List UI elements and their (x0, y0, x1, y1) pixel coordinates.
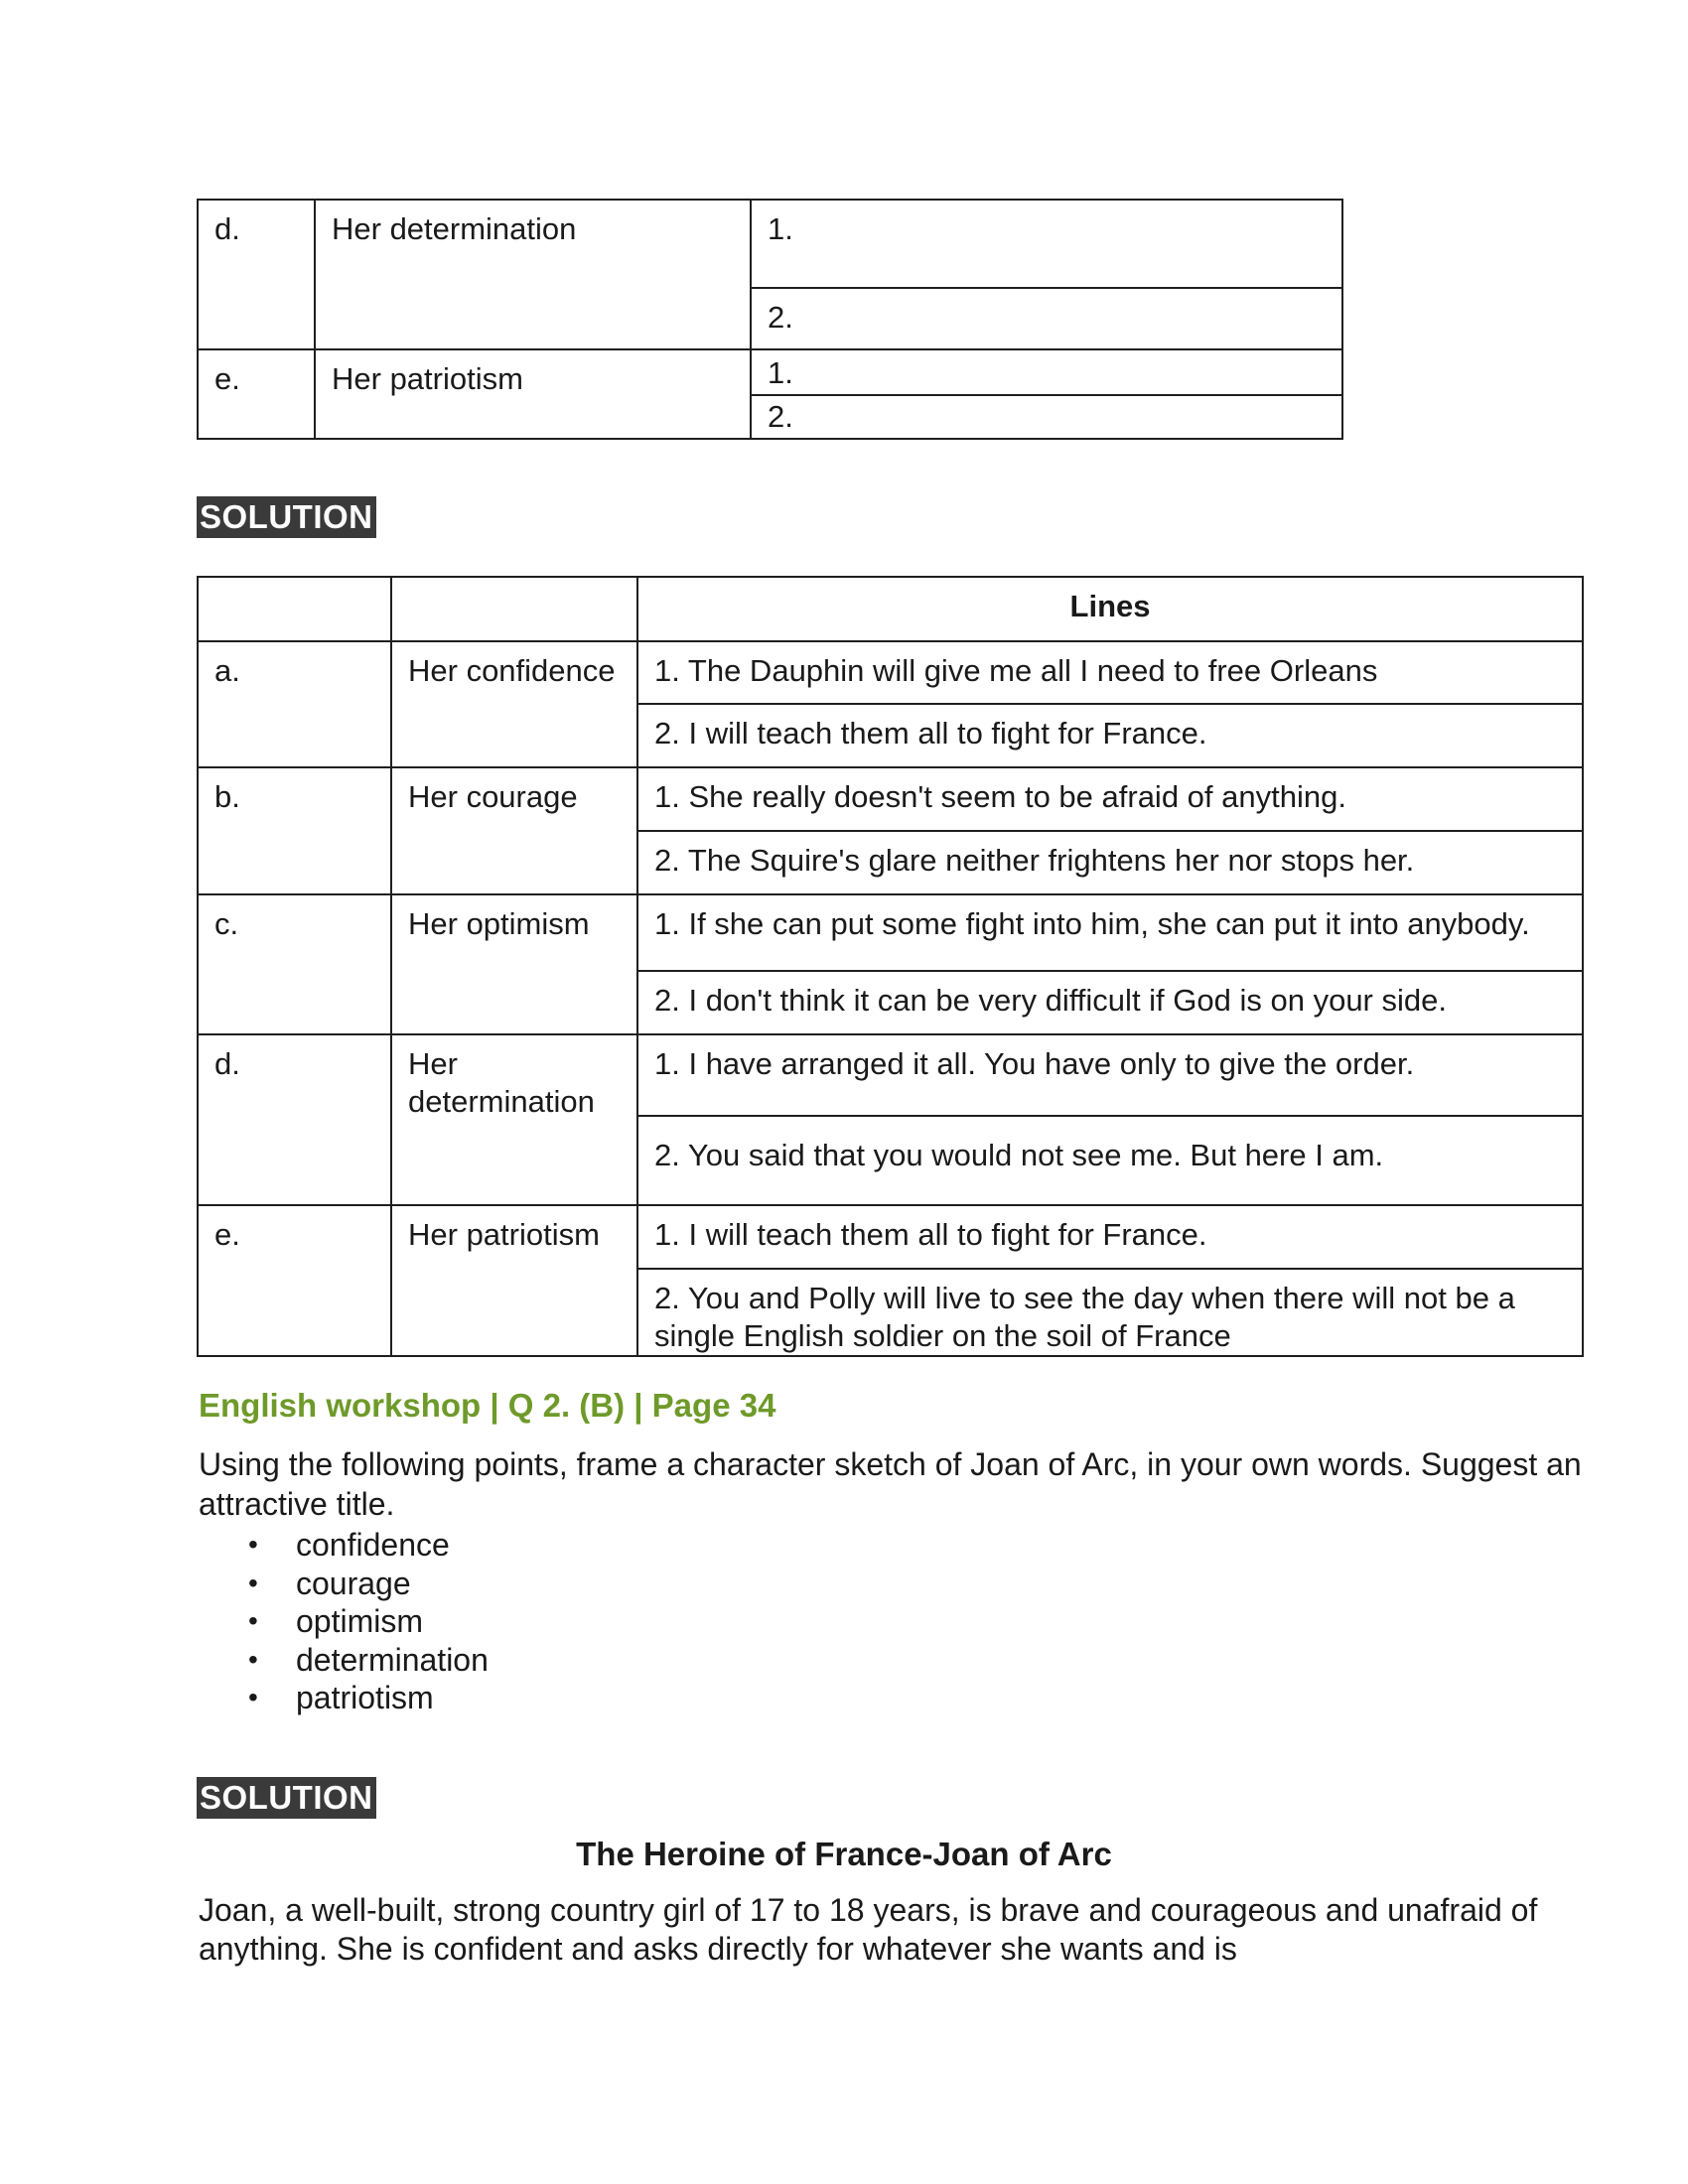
section-heading: English workshop | Q 2. (B) | Page 34 (199, 1387, 776, 1424)
line-cell: 2. I will teach them all to fight for France. (637, 704, 1583, 767)
row-letter: e. (198, 349, 315, 439)
question-text: Using the following points, frame a character sketch of Joan of Arc, in your own words. Suggest an attractive title. (199, 1446, 1582, 1522)
line-cell: 2. (751, 395, 1342, 439)
row-letter: a. (198, 641, 391, 767)
line-cell: 2. The Squire's glare neither frightens her nor stops her. (637, 831, 1583, 894)
table-header-row (198, 577, 1583, 641)
bullet-text: optimism (296, 1603, 424, 1639)
bullet-icon: • (248, 1605, 258, 1636)
line-cell: 1. I will teach them all to fight for France. (637, 1205, 1583, 1269)
line-cell: 1. (751, 349, 1342, 395)
worksheet-table (197, 199, 1343, 440)
solution-label: SOLUTION (197, 496, 376, 538)
table-row (198, 1034, 1583, 1116)
table-row (198, 641, 1583, 704)
trait-cell: Her determination (391, 1034, 637, 1205)
line-cell: 2. You and Polly will live to see the day when there will not be a single English soldier on the soil of France (637, 1269, 1583, 1356)
trait-cell: Her optimism (391, 894, 637, 1034)
bullet-text: patriotism (296, 1680, 434, 1715)
bullet-icon: • (248, 1643, 258, 1675)
lines-header: Lines (637, 577, 1583, 641)
trait-cell: Her courage (391, 767, 637, 894)
list-item (199, 1565, 489, 1603)
list-item (199, 1602, 489, 1641)
table-row (198, 200, 1342, 288)
trait-cell: Her determination (315, 200, 751, 349)
solution-table (197, 576, 1584, 1357)
line-cell: 1. I have arranged it all. You have only to give the order. (637, 1034, 1583, 1116)
bullet-text: determination (296, 1641, 489, 1678)
bullet-text: courage (296, 1565, 411, 1601)
bullet-icon: • (248, 1567, 258, 1598)
row-letter: c. (198, 894, 391, 1034)
row-letter: b. (198, 767, 391, 894)
list-item (199, 1641, 489, 1680)
line-cell: 1. She really doesn't seem to be afraid of anything. (637, 767, 1583, 831)
line-cell: 1. If she can put some fight into him, she can put it into anybody. (637, 894, 1583, 971)
bullet-text: confidence (296, 1527, 450, 1563)
trait-cell: Her patriotism (315, 349, 751, 439)
line-cell: 1. The Dauphin will give me all I need to free Orleans (637, 641, 1583, 704)
bullet-icon: • (248, 1529, 258, 1560)
essay-paragraph: Joan, a well-built, strong country girl of 17 to 18 years, is brave and courageous and unafraid of anything. She is confident and asks directly for whatever she wants and is (199, 1892, 1538, 1967)
table-row (198, 1205, 1583, 1269)
line-cell: 2. You said that you would not see me. But here I am. (637, 1116, 1583, 1205)
row-letter: d. (198, 200, 315, 349)
list-item (199, 1679, 489, 1717)
header-cell (391, 577, 637, 641)
table-row (198, 894, 1583, 971)
table-row (198, 767, 1583, 831)
row-letter: d. (198, 1034, 391, 1205)
bullet-list (199, 1526, 489, 1717)
solution-label: SOLUTION (197, 1777, 376, 1819)
line-cell: 2. I don't think it can be very difficult if God is on your side. (637, 971, 1583, 1034)
line-cell: 2. (751, 288, 1342, 349)
row-letter: e. (198, 1205, 391, 1356)
line-cell: 1. (751, 200, 1342, 288)
essay-title: The Heroine of France-Joan of Arc (576, 1836, 1112, 1872)
bullet-icon: • (248, 1682, 258, 1712)
trait-cell: Her patriotism (391, 1205, 637, 1356)
list-item (199, 1526, 489, 1565)
trait-cell: Her confidence (391, 641, 637, 767)
header-cell (198, 577, 391, 641)
table-row (198, 349, 1342, 395)
